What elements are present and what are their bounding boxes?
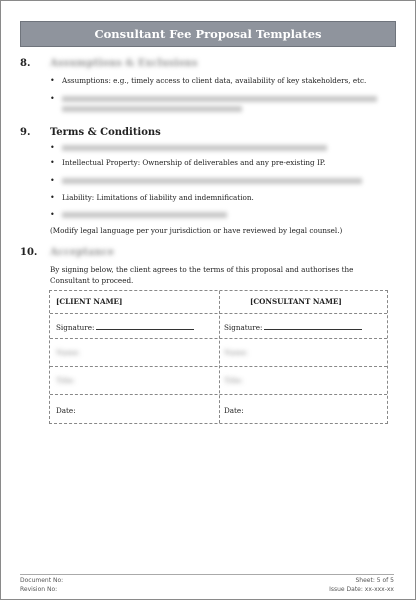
section-9-bullet-liability [50, 193, 380, 203]
table-row-divider [50, 338, 387, 339]
table-row-divider [50, 394, 387, 395]
footer-divider [20, 574, 394, 575]
section-10-intro: By signing below, the client agrees to the terms of this proposal and authorises the Consultant to proceed. [50, 265, 354, 285]
bullet-text: Intellectual Property: Ownership of deliverables and any pre-existing IP. [62, 158, 326, 167]
signature-table [49, 290, 388, 424]
bullet-text: Assumptions: e.g., timely access to client data, availability of key stakeholders, etc. [62, 76, 367, 85]
bullet-icon: • [50, 176, 55, 185]
bullet-icon: • [50, 193, 55, 202]
footer-document-no: Document No: [20, 577, 64, 584]
table-row-divider [50, 313, 387, 314]
footer-sheet: Sheet: 5 of 5 [355, 577, 394, 584]
section-9-title: Terms & Conditions [50, 127, 161, 138]
section-9-note: (Modify legal language per your jurisdiction or have reviewed by legal counsel.) [50, 226, 343, 235]
consultant-signature-label: Signature: [224, 323, 263, 332]
section-9-bullet-1-blurred [50, 143, 380, 153]
client-signature-label: Signature: [56, 323, 95, 332]
consultant-name-label: Name: [224, 348, 249, 357]
section-8-bullet-1 [50, 76, 380, 86]
client-date-label: Date: [56, 406, 76, 415]
client-signature-line[interactable] [96, 322, 194, 330]
section-9-bullet-3-blurred [50, 176, 380, 186]
document-title-bar [20, 21, 396, 47]
bullet-text: Liability: Limitations of liability and indemnification. [62, 193, 254, 202]
bullet-icon: • [50, 76, 55, 85]
consultant-signature-line[interactable] [264, 322, 362, 330]
section-10-number: 10. [20, 247, 38, 258]
document-title: Consultant Fee Proposal Templates [94, 27, 322, 41]
table-column-divider [219, 291, 220, 423]
bullet-icon: • [50, 210, 55, 219]
client-signature-row [56, 322, 194, 333]
client-name-header: [CLIENT NAME] [56, 297, 123, 306]
section-8-title: Assumptions & Exclusions [50, 58, 198, 69]
section-8-bullet-2-blurred [50, 94, 380, 112]
section-9-bullet-5-blurred [50, 210, 380, 220]
bullet-icon: • [50, 158, 55, 167]
client-title-label: Title: [56, 376, 75, 385]
consultant-signature-row [224, 322, 362, 333]
table-row-divider [50, 366, 387, 367]
bullet-icon: • [50, 143, 55, 152]
section-9-bullet-ip [50, 158, 380, 168]
section-9-number: 9. [20, 127, 31, 138]
section-8-number: 8. [20, 58, 31, 69]
consultant-date-label: Date: [224, 406, 244, 415]
footer-revision-no: Revision No: [20, 586, 58, 593]
footer-issue-date: Issue Date: xx-xxx-xx [329, 586, 394, 593]
bullet-icon: • [50, 94, 55, 103]
consultant-title-label: Title: [224, 376, 243, 385]
client-name-label: Name: [56, 348, 81, 357]
section-10-title: Acceptance [50, 247, 115, 258]
consultant-name-header: [CONSULTANT NAME] [250, 297, 342, 306]
